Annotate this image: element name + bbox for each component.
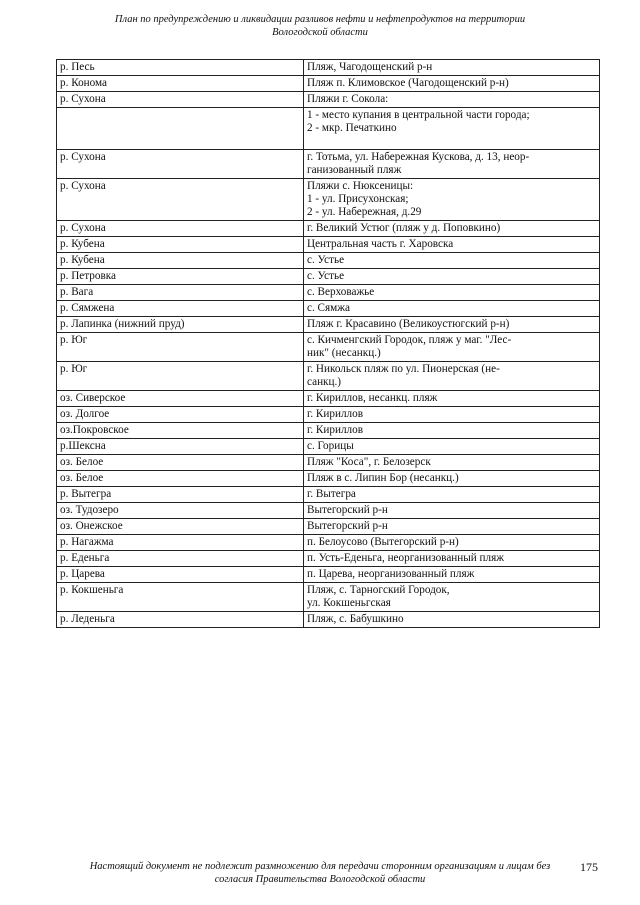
location-cell [304,551,600,567]
location-cell [304,471,600,487]
water-body-cell: р. Сухона [57,92,304,108]
location-line: Пляжи с. Нюксеницы: [307,180,414,192]
water-body-cell: р. Конома [57,76,304,92]
header-line-1: План по предупреждению и ликвидации разливов нефти и нефтепродуктов на территории [114,14,526,25]
table-row [57,301,600,317]
water-body-cell: р. Вытегра [57,487,304,503]
table-row [57,269,600,285]
table-row [57,92,600,108]
table-row [57,333,600,362]
water-body-cell: р. Еденьга [57,551,304,567]
location-cell [304,285,600,301]
page-number: 175 [580,860,598,874]
water-body-cell: оз. Белое [57,471,304,487]
table-row [57,583,600,612]
page-header [0,13,640,39]
location-line: Пляж "Коса", г. Белозерск [307,456,431,468]
location-line: с. Кичменгский Городок, пляж у маг. "Лес- [307,334,512,346]
location-cell [304,92,600,108]
blank-line [307,135,596,148]
location-cell [304,317,600,333]
water-body-cell: р. Лапинка (нижний пруд) [57,317,304,333]
location-line: Пляжи г. Сокола: [307,93,389,105]
table-row [57,423,600,439]
water-body-cell: р. Песь [57,60,304,76]
table-row [57,519,600,535]
table-row [57,455,600,471]
location-cell [304,583,600,612]
table-row [57,150,600,179]
water-body-cell: оз.Покровское [57,423,304,439]
location-cell [304,76,600,92]
water-body-cell: р. Сухона [57,221,304,237]
location-cell [304,503,600,519]
location-line: п. Усть-Еденьга, неорганизованный пляж [307,552,505,564]
location-line: г. Кириллов, несанкц. пляж [307,392,438,404]
location-cell [304,439,600,455]
location-line: п. Царева, неорганизованный пляж [307,568,475,580]
water-bodies-table [56,59,600,628]
location-line: п. Белоусово (Вытегорский р-н) [307,536,459,548]
location-cell [304,487,600,503]
location-line: 1 - место купания в центральной части города; [307,109,530,121]
table-row [57,535,600,551]
table-row [57,76,600,92]
table-row [57,471,600,487]
water-body-cell: р. Царева [57,567,304,583]
location-cell [304,269,600,285]
table-row [57,567,600,583]
water-body-cell: р. Вага [57,285,304,301]
location-line: Пляж в с. Липин Бор (несанкц.) [307,472,459,484]
water-body-cell: р. Петровка [57,269,304,285]
location-line: с. Верховажье [307,286,375,298]
location-line: г. Кириллов [307,424,363,436]
water-body-cell: р. Кубена [57,237,304,253]
table-body [57,60,600,628]
table-row [57,179,600,221]
table-row [57,487,600,503]
table-row [57,391,600,407]
table-row [57,253,600,269]
table-row [57,362,600,391]
location-line: 2 - ул. Набережная, д.29 [307,206,422,218]
location-cell [304,301,600,317]
location-line: г. Кириллов [307,408,363,420]
location-cell [304,253,600,269]
table-row [57,221,600,237]
location-cell [304,407,600,423]
location-cell [304,362,600,391]
location-line: Пляж п. Климовское (Чагодощенский р-н) [307,77,509,89]
location-line: ник" (несанкц.) [307,347,381,359]
table-row [57,612,600,628]
water-body-cell: р.Шексна [57,439,304,455]
location-line: ганизованный пляж [307,164,402,176]
water-body-cell: р. Нагажма [57,535,304,551]
location-line: ул. Кокшеньгская [307,597,391,609]
water-body-cell: р. Юг [57,333,304,362]
location-line: г. Великий Устюг (пляж у д. Поповкино) [307,222,501,234]
location-cell [304,455,600,471]
location-line: Пляж, с. Бабушкино [307,613,404,625]
table-row [57,317,600,333]
water-body-cell: оз. Онежское [57,519,304,535]
location-line: санкц.) [307,376,341,388]
location-line: г. Вытегра [307,488,356,500]
location-line: с. Горицы [307,440,354,452]
table-row [57,285,600,301]
water-body-cell: р. Сямжена [57,301,304,317]
water-body-cell: оз. Тудозеро [57,503,304,519]
table-row [57,407,600,423]
location-cell [304,333,600,362]
water-body-cell: р. Сухона [57,179,304,221]
header-line-2: Вологодской области [272,27,368,38]
water-body-cell: р. Кокшеньга [57,583,304,612]
water-body-cell: оз. Сиверское [57,391,304,407]
location-cell [304,567,600,583]
water-body-cell: р. Кубена [57,253,304,269]
location-cell [304,108,600,150]
footer-line-1: Настоящий документ не подлежит размножению для передачи сторонним организациям и лицам без [89,861,551,872]
water-body-cell: оз. Долгое [57,407,304,423]
table-row [57,108,600,150]
footer-line-2: согласия Правительства Вологодской области [214,874,426,885]
location-cell [304,237,600,253]
water-body-cell: р. Юг [57,362,304,391]
location-line: Пляж, Чагодощенский р-н [307,61,433,73]
table-row [57,439,600,455]
location-cell [304,423,600,439]
location-cell [304,221,600,237]
table-row [57,237,600,253]
location-cell [304,150,600,179]
location-line: Центральная часть г. Харовска [307,238,454,250]
table-row [57,503,600,519]
location-line: 1 - ул. Присухонская; [307,193,409,205]
location-line: с. Устье [307,254,345,266]
location-line: с. Устье [307,270,345,282]
water-body-cell: р. Леденьга [57,612,304,628]
location-line: Пляж, с. Тарногский Городок, [307,584,450,596]
location-line: Вытегорский р-н [307,520,388,532]
location-line: Вытегорский р-н [307,504,388,516]
location-line: г. Тотьма, ул. Набережная Кускова, д. 13, неор- [307,151,530,163]
location-cell [304,60,600,76]
location-line: 2 - мкр. Печаткино [307,122,397,134]
water-body-cell: оз. Белое [57,455,304,471]
water-body-cell [57,108,304,150]
location-cell [304,535,600,551]
page-footer [60,860,580,886]
location-line: Пляж г. Красавино (Великоустюгский р-н) [307,318,510,330]
location-cell [304,612,600,628]
water-body-cell: р. Сухона [57,150,304,179]
location-cell [304,519,600,535]
location-line: г. Никольск пляж по ул. Пионерская (не- [307,363,500,375]
location-line: с. Сямжа [307,302,350,314]
location-cell [304,179,600,221]
location-cell [304,391,600,407]
table-row [57,551,600,567]
table-row [57,60,600,76]
